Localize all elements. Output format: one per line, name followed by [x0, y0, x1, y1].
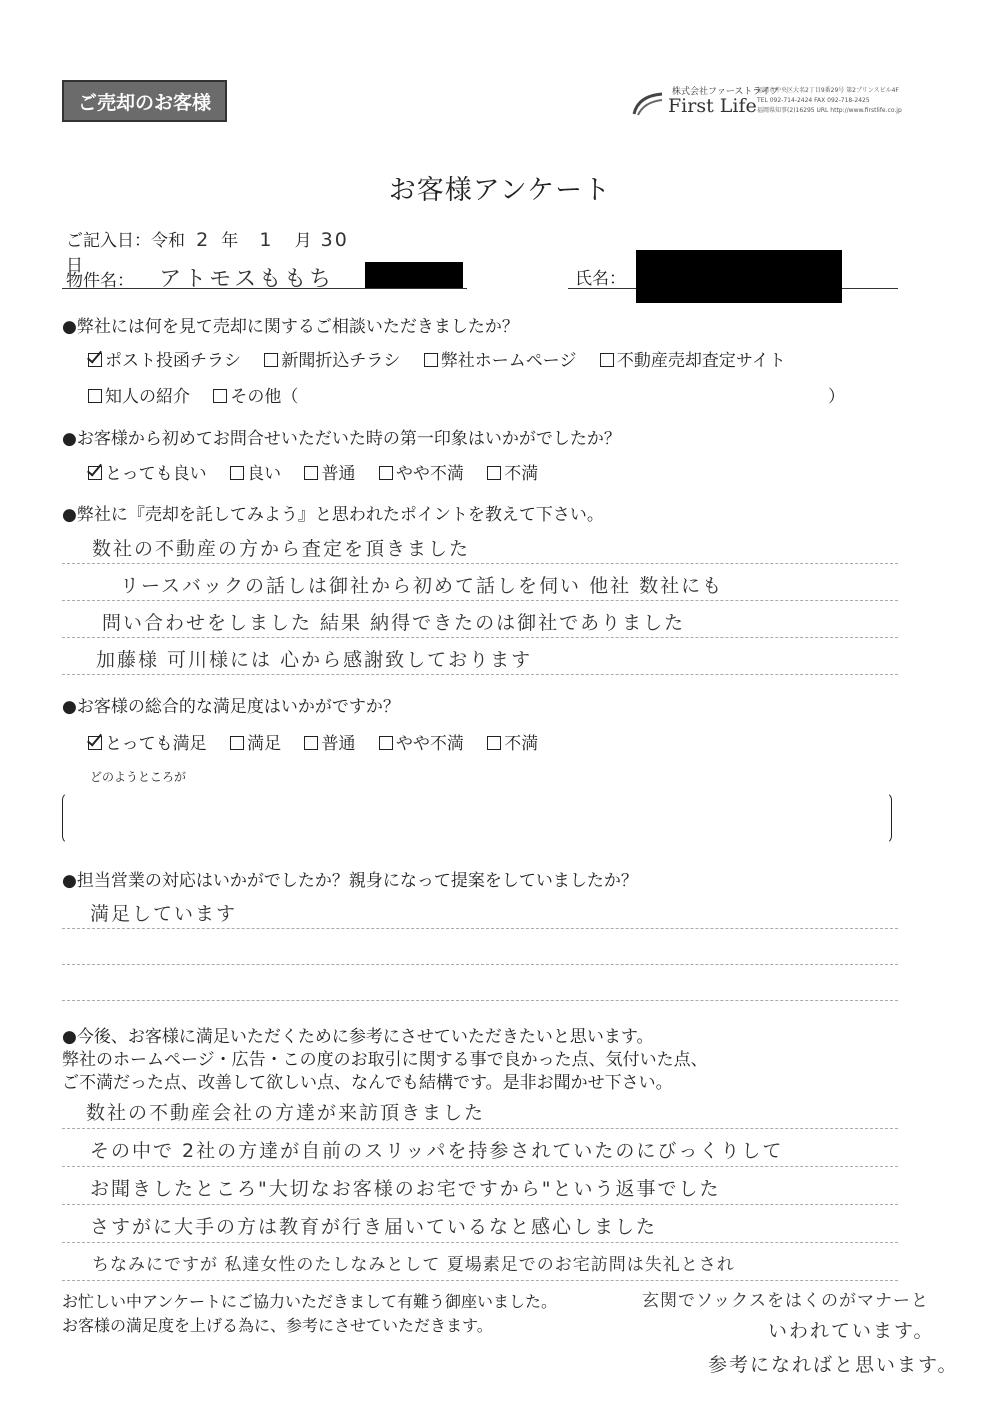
q4-option[interactable]: やや不満 [379, 734, 464, 754]
q3-answer-line: 数社の不動産の方から査定を頂きました [92, 538, 471, 560]
answer-line [62, 674, 898, 675]
q1-option[interactable]: ポスト投函チラシ [88, 351, 241, 371]
q2-option[interactable]: やや不満 [379, 464, 464, 484]
q1-options-row1 [88, 346, 804, 371]
q6-answer-line: いわれています。 [768, 1320, 935, 1342]
property-label: 物件名： [66, 271, 134, 291]
month-unit: 月 [294, 231, 312, 251]
q1-options-row2 [88, 382, 316, 407]
checkbox-icon[interactable] [379, 466, 393, 480]
q4-option[interactable]: 満足 [230, 734, 281, 754]
q1-option-other[interactable]: その他（ [213, 387, 298, 407]
footer-line: お忙しい中アンケートにご協力いただきまして有難う御座いました。 [62, 1292, 558, 1311]
q3-answer-line: リースバックの話しは御社から初めて話しを伺い 他社 数社にも [120, 575, 724, 597]
date-day: 30 [320, 229, 349, 251]
q4-comment-bracket[interactable] [62, 792, 892, 844]
answer-line [62, 1166, 898, 1167]
answer-line [62, 563, 898, 564]
q4-option[interactable]: とっても満足 [88, 734, 207, 754]
q6-answer-line: お聞きしたところ"大切なお客様のお宅ですから"という返事でした [90, 1178, 721, 1200]
answer-line [62, 1000, 898, 1001]
checkbox-checked-icon[interactable] [88, 736, 102, 750]
checkbox-icon[interactable] [487, 466, 501, 480]
checkbox-icon[interactable] [88, 389, 102, 403]
answer-line [62, 964, 898, 965]
checkbox-icon[interactable] [487, 736, 501, 750]
company-phone: TEL 092-714-2424 FAX 092-718-2425 [757, 97, 870, 104]
q6-answer-line: さすがに大手の方は教育が行き届いているなと感心しました [90, 1216, 658, 1238]
q6-answer-line: 玄関でソックスをはくのがマナーと [642, 1291, 929, 1311]
q1-option[interactable]: 知人の紹介 [88, 387, 190, 407]
checkbox-icon[interactable] [230, 466, 244, 480]
q1-question: ●弊社には何を見て売却に関するご相談いただきましたか？ [62, 317, 519, 337]
q4-option[interactable]: 普通 [304, 734, 355, 754]
q2-options [88, 459, 556, 484]
answer-line [62, 637, 898, 638]
q6-question-line: ●今後、お客様に満足いただくために参考にさせていただきたいと思います。 [62, 1027, 654, 1047]
property-value: アトモスももち [159, 267, 335, 292]
redacted-customer-name [636, 250, 842, 303]
q4-options [88, 729, 556, 754]
answer-line [62, 1204, 898, 1205]
q6-answer-line: ちなみにですが 私達女性のたしなみとして 夏場素足でのお宅訪問は失礼とされ [92, 1255, 735, 1275]
q6-question-line: ご不満だった点、改善して欲しい点、なんでも結構です。是非お聞かせ下さい。 [62, 1073, 673, 1093]
checkbox-icon[interactable] [304, 736, 318, 750]
answer-line [62, 928, 898, 929]
checkbox-icon[interactable] [424, 353, 438, 367]
q1-option[interactable]: 弊社ホームページ [424, 351, 577, 371]
q6-question-line: 弊社のホームページ・広告・この度のお取引に関する事で良かった点、気付いた点、 [62, 1050, 708, 1070]
answer-line [62, 1280, 898, 1281]
checkbox-icon[interactable] [264, 353, 278, 367]
q6-answer-line: 数社の不動産会社の方達が来訪頂きました [86, 1102, 486, 1124]
checkbox-icon[interactable] [304, 466, 318, 480]
company-logo [632, 84, 779, 124]
checkbox-icon[interactable] [600, 353, 614, 367]
q2-option[interactable]: 良い [230, 464, 281, 484]
swoosh-logo-icon [632, 90, 666, 118]
company-license: 福岡県知事(2)16295 URL http://www.firstlife.co.jp [757, 107, 902, 114]
q2-option[interactable]: 普通 [304, 464, 355, 484]
checkbox-icon[interactable] [213, 389, 227, 403]
year-unit: 年 [221, 231, 239, 251]
date-label: ご記入日：令和 [66, 231, 185, 251]
checkbox-checked-icon[interactable] [88, 353, 102, 367]
company-contact-info [757, 86, 917, 116]
answer-line [62, 600, 898, 601]
answer-line [62, 1242, 898, 1243]
day-unit: 日 [66, 256, 83, 276]
company-sub-name: 株式会社ファーストライフ [672, 87, 779, 97]
property-row [66, 262, 334, 293]
company-address: 福岡市中央区大名2丁目9番29号 第2プリンスビル4F [757, 87, 899, 94]
q3-answer-line: 問い合わせをしました 結果 納得できたのは御社でありました [102, 612, 686, 634]
name-label: 氏名： [575, 269, 626, 289]
company-name: First Life [668, 95, 757, 117]
footer-thanks [62, 1290, 557, 1338]
redacted-property-room [365, 262, 463, 288]
q4-question: ●お客様の総合的な満足度はいかがですか？ [62, 697, 400, 717]
q1-other-close-paren: ） [828, 387, 845, 407]
checkbox-checked-icon[interactable] [88, 466, 102, 480]
q3-answer-line: 加藤様 可川様には 心から感謝致しております [96, 649, 533, 671]
q4-option[interactable]: 不満 [487, 734, 538, 754]
q1-option[interactable]: 新聞折込チラシ [264, 351, 400, 371]
answer-line [62, 1128, 898, 1129]
customer-type-badge: ご売却のお客様 [62, 80, 227, 122]
q2-question: ●お客様から初めてお問合せいただいた時の第一印象はいかがでしたか？ [62, 429, 621, 449]
q5-question: ●担当営業の対応はいかがでしたか？親身になって提案をしていましたか？ [62, 871, 638, 891]
footer-line: お客様の満足度を上げる為に、参考にさせていただきます。 [62, 1316, 493, 1335]
q3-question: ●弊社に『売却を託してみよう』と思われたポイントを教えて下さい。 [62, 505, 604, 525]
date-year: 2 [196, 229, 211, 251]
q4-sub-label: どのようところが [90, 770, 187, 784]
q2-option[interactable]: とっても良い [88, 464, 207, 484]
q6-answer-line: 参考になればと思います。 [708, 1354, 959, 1376]
q1-option[interactable]: 不動産売却査定サイト [600, 351, 786, 371]
q2-option[interactable]: 不満 [487, 464, 538, 484]
checkbox-icon[interactable] [379, 736, 393, 750]
page-title: お客様アンケート [388, 175, 612, 206]
q6-answer-line: その中で 2社の方達が自前のスリッパを持参されていたのにびっくりして [90, 1140, 784, 1162]
date-month: 1 [259, 229, 274, 251]
checkbox-icon[interactable] [230, 736, 244, 750]
q5-answer: 満足しています [90, 903, 238, 925]
